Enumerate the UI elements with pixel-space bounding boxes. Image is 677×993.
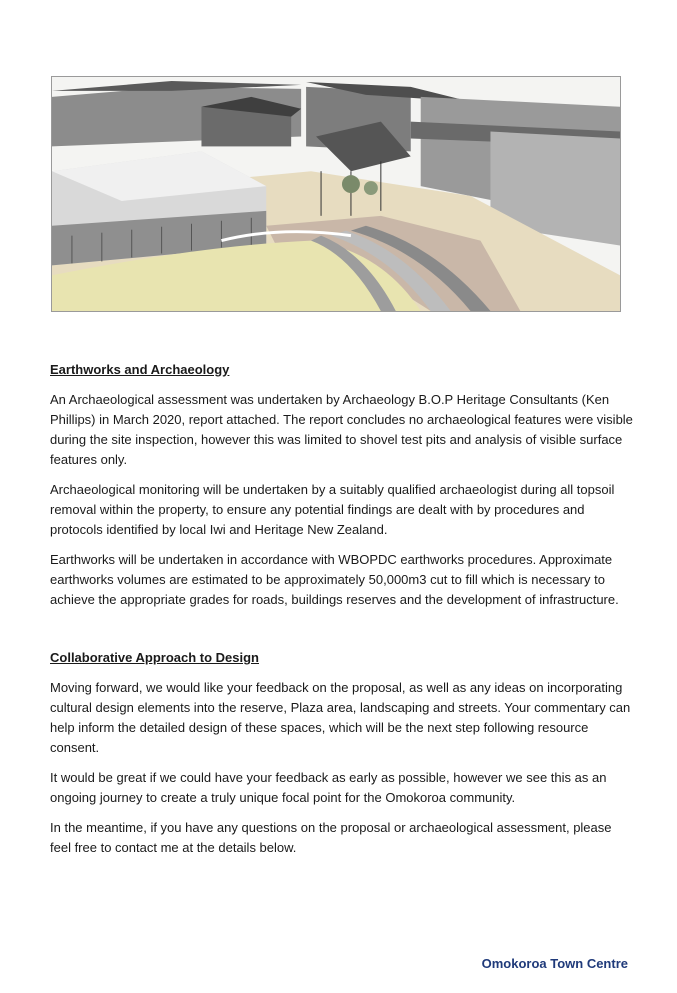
architectural-render-image	[51, 76, 621, 312]
paragraph: In the meantime, if you have any questions on the proposal or archaeological assessment, please feel free to contact me at the details below.	[50, 820, 612, 855]
paragraph: Moving forward, we would like your feedback on the proposal, as well as any ideas on incorporating cultural design elements into the reserve, Plaza area, landscaping and streets. Your commentary can help inform the detailed design of these spaces, which will be the next step following resource consent.	[50, 680, 631, 755]
footer-brand: Omokoroa Town Centre	[481, 956, 628, 971]
section-collaborative-approach	[50, 648, 635, 858]
architectural-render-icon	[52, 77, 620, 311]
paragraph: It would be great if we could have your feedback as early as possible, however we see this as an ongoing journey to create a truly unique focal point for the Omokoroa community.	[50, 770, 607, 805]
paragraph: Archaeological monitoring will be undertaken by a suitably qualified archaeologist during all topsoil removal within the property, to ensure any potential findings are dealt with by procedures and protocols identified by local Iwi and Heritage New Zealand.	[50, 482, 615, 537]
section-heading: Collaborative Approach to Design	[50, 650, 259, 665]
paragraph: Earthworks will be undertaken in accordance with WBOPDC earthworks procedures. Approximate earthworks volumes are estimated to be approximately 50,000m3 cut to fill which is necessary to achieve the appropriate grades for roads, buildings reserves and the development of infrastructure.	[50, 552, 619, 607]
paragraph: An Archaeological assessment was undertaken by Archaeology B.O.P Heritage Consultants (Ken Phillips) in March 2020, report attached. The report concludes no archaeological features were visible during the site inspection, however this was limited to shovel test pits and analysis of visible surface features only.	[50, 392, 633, 467]
section-heading: Earthworks and Archaeology	[50, 362, 230, 377]
document-body	[50, 360, 635, 868]
section-earthworks-archaeology	[50, 360, 635, 610]
